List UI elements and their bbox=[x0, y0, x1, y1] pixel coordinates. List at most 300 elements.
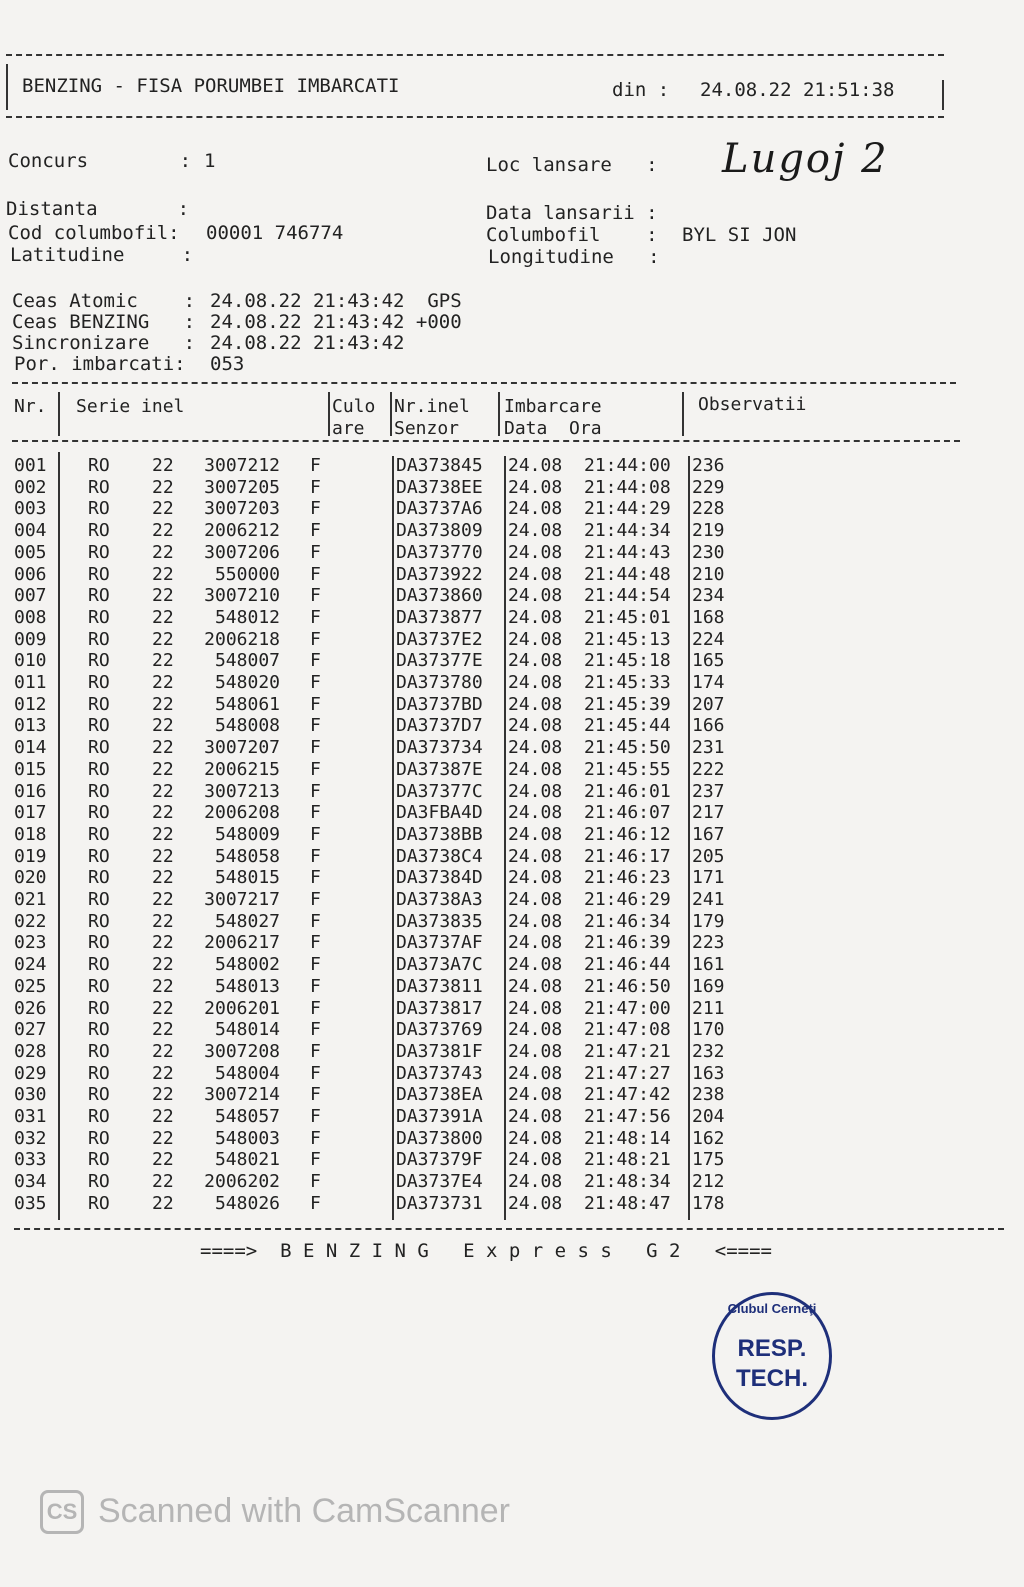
observation: 210 bbox=[692, 563, 725, 585]
boarding-date: 24.08 bbox=[508, 737, 563, 759]
boarding-time: 21:44:00 bbox=[584, 455, 671, 476]
ring-number: 2006201 bbox=[204, 997, 280, 1019]
pigeon-sex: F bbox=[310, 823, 321, 845]
row-number: 026 bbox=[14, 997, 47, 1019]
ring-number: 3007207 bbox=[204, 737, 280, 759]
ring-country: RO bbox=[88, 867, 110, 889]
boarding-time: 21:44:54 bbox=[584, 585, 671, 607]
stamp-line-1: RESP. bbox=[737, 1335, 807, 1362]
cod-columbofil-label: Cod columbofil: bbox=[8, 222, 180, 244]
ring-country: RO bbox=[88, 954, 110, 976]
pigeon-sex: F bbox=[310, 672, 321, 693]
table-row bbox=[0, 1149, 1024, 1171]
boarding-time: 21:47:21 bbox=[584, 1040, 671, 1062]
pigeon-sex: F bbox=[310, 585, 321, 607]
ring-number: 548013 bbox=[214, 975, 280, 997]
ring-country: RO bbox=[88, 780, 110, 802]
longitudine-label: Longitudine : bbox=[488, 246, 660, 268]
boarding-time: 21:46:23 bbox=[584, 867, 671, 889]
boarding-time: 21:48:14 bbox=[584, 1127, 671, 1149]
observation: 169 bbox=[692, 975, 725, 997]
pigeon-sex: F bbox=[310, 1040, 321, 1062]
stamp-line-2: TECH. bbox=[736, 1365, 808, 1392]
col-header-culoare-1: Culo bbox=[332, 396, 376, 417]
ring-number: 3007210 bbox=[204, 585, 280, 607]
ring-number: 2006202 bbox=[204, 1171, 280, 1193]
ring-country: RO bbox=[88, 997, 110, 1019]
pigeon-sex: F bbox=[310, 455, 321, 476]
row-number: 031 bbox=[14, 1106, 47, 1127]
row-number: 011 bbox=[14, 672, 47, 693]
ring-country: RO bbox=[88, 823, 110, 845]
row-number: 012 bbox=[14, 693, 47, 715]
ring-country: RO bbox=[88, 737, 110, 759]
ring-year: 22 bbox=[152, 1127, 174, 1149]
data-lansarii-label: Data lansarii : bbox=[486, 202, 658, 224]
ring-year: 22 bbox=[152, 758, 174, 780]
din-label: din : bbox=[612, 79, 670, 101]
table-row bbox=[0, 1193, 1024, 1215]
sensor-id: DA37377C bbox=[396, 780, 483, 802]
ring-number: 548015 bbox=[214, 867, 280, 889]
observation: 178 bbox=[692, 1192, 725, 1214]
ring-number: 548012 bbox=[214, 606, 280, 628]
row-number: 002 bbox=[14, 476, 47, 498]
boarding-date: 24.08 bbox=[508, 975, 563, 997]
sensor-id: DA373731 bbox=[396, 1192, 483, 1214]
ring-country: RO bbox=[88, 1192, 110, 1214]
pigeon-sex: F bbox=[310, 1171, 321, 1193]
ring-year: 22 bbox=[152, 455, 174, 476]
boarding-time: 21:46:50 bbox=[584, 975, 671, 997]
pigeon-sex: F bbox=[310, 780, 321, 802]
boarding-date: 24.08 bbox=[508, 780, 563, 802]
row-number: 016 bbox=[14, 780, 47, 802]
observation: 231 bbox=[692, 737, 725, 759]
boarding-date: 24.08 bbox=[508, 910, 563, 932]
row-number: 003 bbox=[14, 498, 47, 520]
ring-number: 548008 bbox=[214, 715, 280, 737]
boarding-date: 24.08 bbox=[508, 1127, 563, 1149]
header-bottom-rule bbox=[6, 116, 944, 118]
row-number: 006 bbox=[14, 563, 47, 585]
boarding-date: 24.08 bbox=[508, 997, 563, 1019]
header-right-border bbox=[942, 80, 944, 110]
ring-country: RO bbox=[88, 1171, 110, 1193]
ring-country: RO bbox=[88, 1084, 110, 1106]
boarding-date: 24.08 bbox=[508, 606, 563, 628]
boarding-time: 21:45:44 bbox=[584, 715, 671, 737]
observation: 223 bbox=[692, 932, 725, 954]
observation: 204 bbox=[692, 1106, 725, 1127]
ring-country: RO bbox=[88, 606, 110, 628]
boarding-date: 24.08 bbox=[508, 715, 563, 737]
table-row bbox=[0, 629, 1024, 651]
row-number: 033 bbox=[14, 1149, 47, 1171]
sensor-id: DA3738EE bbox=[396, 476, 483, 498]
ring-number: 3007206 bbox=[204, 541, 280, 563]
sensor-id: DA373835 bbox=[396, 910, 483, 932]
ring-year: 22 bbox=[152, 845, 174, 867]
table-row bbox=[0, 520, 1024, 542]
row-number: 035 bbox=[14, 1192, 47, 1214]
boarding-date: 24.08 bbox=[508, 650, 563, 672]
sincronizare-label: Sincronizare : bbox=[12, 332, 196, 354]
table-row bbox=[0, 715, 1024, 737]
observation: 211 bbox=[692, 997, 725, 1019]
pigeon-sex: F bbox=[310, 541, 321, 563]
sensor-id: DA373845 bbox=[396, 455, 483, 476]
ring-year: 22 bbox=[152, 1106, 174, 1127]
boarding-date: 24.08 bbox=[508, 758, 563, 780]
ring-year: 22 bbox=[152, 476, 174, 498]
ring-year: 22 bbox=[152, 1019, 174, 1041]
sensor-id: DA3737E4 bbox=[396, 1171, 483, 1193]
ring-year: 22 bbox=[152, 563, 174, 585]
header-col-divider bbox=[58, 392, 60, 436]
ring-country: RO bbox=[88, 802, 110, 824]
table-top-rule bbox=[12, 382, 956, 384]
boarding-date: 24.08 bbox=[508, 1062, 563, 1084]
sensor-id: DA373922 bbox=[396, 563, 483, 585]
table-row bbox=[0, 954, 1024, 976]
sensor-id: DA3FBA4D bbox=[396, 802, 483, 824]
row-number: 005 bbox=[14, 541, 47, 563]
sensor-id: DA373811 bbox=[396, 975, 483, 997]
table-row bbox=[0, 477, 1024, 499]
ring-country: RO bbox=[88, 520, 110, 542]
boarding-time: 21:45:33 bbox=[584, 672, 671, 693]
col-header-imbarcare-2: Data Ora bbox=[504, 418, 602, 439]
ring-number: 548009 bbox=[214, 823, 280, 845]
ring-number: 3007205 bbox=[204, 476, 280, 498]
row-number: 013 bbox=[14, 715, 47, 737]
sensor-id: DA3738A3 bbox=[396, 889, 483, 910]
pigeon-sex: F bbox=[310, 867, 321, 889]
table-row bbox=[0, 650, 1024, 672]
table-row bbox=[0, 498, 1024, 520]
boarding-time: 21:48:21 bbox=[584, 1149, 671, 1171]
observation: 166 bbox=[692, 715, 725, 737]
ring-country: RO bbox=[88, 563, 110, 585]
ring-country: RO bbox=[88, 975, 110, 997]
table-row bbox=[0, 824, 1024, 846]
boarding-date: 24.08 bbox=[508, 889, 563, 910]
boarding-time: 21:45:39 bbox=[584, 693, 671, 715]
ring-year: 22 bbox=[152, 498, 174, 520]
columbofil-value: BYL SI JON bbox=[682, 224, 797, 246]
pigeon-sex: F bbox=[310, 1062, 321, 1084]
por-imbarcati-label: Por. imbarcati: bbox=[14, 353, 186, 375]
observation: 165 bbox=[692, 650, 725, 672]
col-header-nr-inel-1: Nr.inel bbox=[394, 396, 470, 417]
ring-year: 22 bbox=[152, 997, 174, 1019]
row-number: 018 bbox=[14, 823, 47, 845]
sensor-id: DA37379F bbox=[396, 1149, 483, 1171]
ring-number: 3007212 bbox=[204, 455, 280, 476]
row-number: 027 bbox=[14, 1019, 47, 1041]
sensor-id: DA3737A6 bbox=[396, 498, 483, 520]
boarding-time: 21:45:01 bbox=[584, 606, 671, 628]
sensor-id: DA373769 bbox=[396, 1019, 483, 1041]
row-number: 023 bbox=[14, 932, 47, 954]
ring-year: 22 bbox=[152, 823, 174, 845]
sensor-id: DA3738C4 bbox=[396, 845, 483, 867]
boarding-time: 21:46:01 bbox=[584, 780, 671, 802]
pigeon-sex: F bbox=[310, 954, 321, 976]
boarding-time: 21:45:50 bbox=[584, 737, 671, 759]
row-number: 022 bbox=[14, 910, 47, 932]
loc-lansare-label: Loc lansare : bbox=[486, 154, 658, 176]
ceas-atomic-value: 24.08.22 21:43:42 GPS bbox=[210, 290, 462, 312]
ring-number: 3007203 bbox=[204, 498, 280, 520]
table-bottom-rule bbox=[14, 1228, 1004, 1230]
ring-country: RO bbox=[88, 845, 110, 867]
ring-year: 22 bbox=[152, 1149, 174, 1171]
header-left-border bbox=[6, 64, 8, 110]
header-top-rule bbox=[6, 54, 944, 56]
ring-year: 22 bbox=[152, 737, 174, 759]
observation: 232 bbox=[692, 1040, 725, 1062]
ring-year: 22 bbox=[152, 650, 174, 672]
table-row bbox=[0, 1019, 1024, 1041]
pigeon-sex: F bbox=[310, 1149, 321, 1171]
boarding-time: 21:46:17 bbox=[584, 845, 671, 867]
observation: 205 bbox=[692, 845, 725, 867]
row-number: 021 bbox=[14, 889, 47, 910]
sensor-id: DA37387E bbox=[396, 758, 483, 780]
sensor-id: DA3738BB bbox=[396, 823, 483, 845]
table-row bbox=[0, 932, 1024, 954]
ring-year: 22 bbox=[152, 715, 174, 737]
sensor-id: DA3737D7 bbox=[396, 715, 483, 737]
table-row bbox=[0, 1106, 1024, 1128]
ring-country: RO bbox=[88, 585, 110, 607]
camscanner-logo-icon: CS bbox=[40, 1490, 84, 1534]
boarding-date: 24.08 bbox=[508, 672, 563, 693]
boarding-date: 24.08 bbox=[508, 628, 563, 650]
ring-country: RO bbox=[88, 628, 110, 650]
pigeon-sex: F bbox=[310, 520, 321, 542]
boarding-date: 24.08 bbox=[508, 1106, 563, 1127]
columbofil-label: Columbofil : bbox=[486, 224, 658, 246]
header-col-divider bbox=[328, 392, 330, 436]
observation: 171 bbox=[692, 867, 725, 889]
ring-year: 22 bbox=[152, 1062, 174, 1084]
header-col-divider bbox=[498, 392, 500, 436]
row-number: 009 bbox=[14, 628, 47, 650]
ring-country: RO bbox=[88, 1127, 110, 1149]
ring-number: 2006215 bbox=[204, 758, 280, 780]
row-number: 017 bbox=[14, 802, 47, 824]
document-title: BENZING - FISA PORUMBEI IMBARCATI bbox=[22, 75, 400, 97]
observation: 170 bbox=[692, 1019, 725, 1041]
observation: 162 bbox=[692, 1127, 725, 1149]
pigeon-sex: F bbox=[310, 693, 321, 715]
table-row bbox=[0, 672, 1024, 694]
ring-number: 548020 bbox=[214, 672, 280, 693]
row-number: 029 bbox=[14, 1062, 47, 1084]
boarding-time: 21:46:34 bbox=[584, 910, 671, 932]
observation: 230 bbox=[692, 541, 725, 563]
ceas-benzing-value: 24.08.22 21:43:42 +000 bbox=[210, 311, 462, 333]
ring-country: RO bbox=[88, 650, 110, 672]
pigeon-sex: F bbox=[310, 1192, 321, 1214]
ring-country: RO bbox=[88, 476, 110, 498]
sincronizare-value: 24.08.22 21:43:42 bbox=[210, 332, 405, 354]
por-imbarcati-value: 053 bbox=[210, 353, 245, 375]
ring-year: 22 bbox=[152, 889, 174, 910]
boarding-time: 21:48:47 bbox=[584, 1192, 671, 1214]
table-row bbox=[0, 1084, 1024, 1106]
boarding-date: 24.08 bbox=[508, 1019, 563, 1041]
ring-number: 3007213 bbox=[204, 780, 280, 802]
ring-year: 22 bbox=[152, 606, 174, 628]
pigeon-sex: F bbox=[310, 1019, 321, 1041]
ring-number: 548027 bbox=[214, 910, 280, 932]
table-row bbox=[0, 1171, 1024, 1193]
ring-year: 22 bbox=[152, 693, 174, 715]
sensor-id: DA37377E bbox=[396, 650, 483, 672]
observation: 238 bbox=[692, 1084, 725, 1106]
boarding-date: 24.08 bbox=[508, 563, 563, 585]
sensor-id: DA3737BD bbox=[396, 693, 483, 715]
ring-country: RO bbox=[88, 1062, 110, 1084]
ring-year: 22 bbox=[152, 672, 174, 693]
sensor-id: DA373A7C bbox=[396, 954, 483, 976]
col-header-culoare-2: are bbox=[332, 418, 365, 439]
pigeon-sex: F bbox=[310, 476, 321, 498]
table-row bbox=[0, 889, 1024, 911]
col-header-observatii: Observatii bbox=[698, 394, 807, 415]
table-row bbox=[0, 564, 1024, 586]
pigeon-sex: F bbox=[310, 758, 321, 780]
col-header-nr-inel-2: Senzor bbox=[394, 418, 460, 439]
sensor-id: DA3738EA bbox=[396, 1084, 483, 1106]
concurs-label: Concurs : bbox=[8, 150, 192, 172]
ring-number: 548014 bbox=[214, 1019, 280, 1041]
ring-number: 548026 bbox=[214, 1192, 280, 1214]
table-row bbox=[0, 998, 1024, 1020]
ring-country: RO bbox=[88, 498, 110, 520]
loc-lansare-handwritten-value: Lugoj 2 bbox=[722, 136, 889, 182]
pigeon-sex: F bbox=[310, 650, 321, 672]
pigeon-sex: F bbox=[310, 715, 321, 737]
observation: 207 bbox=[692, 693, 725, 715]
pigeon-sex: F bbox=[310, 932, 321, 954]
ring-country: RO bbox=[88, 758, 110, 780]
pigeon-sex: F bbox=[310, 563, 321, 585]
pigeon-sex: F bbox=[310, 910, 321, 932]
boarding-date: 24.08 bbox=[508, 498, 563, 520]
observation: 179 bbox=[692, 910, 725, 932]
sensor-id: DA37391A bbox=[396, 1106, 483, 1127]
boarding-time: 21:47:56 bbox=[584, 1106, 671, 1127]
ring-year: 22 bbox=[152, 1192, 174, 1214]
pigeon-sex: F bbox=[310, 737, 321, 759]
boarding-date: 24.08 bbox=[508, 802, 563, 824]
observation: 168 bbox=[692, 606, 725, 628]
row-number: 019 bbox=[14, 845, 47, 867]
ring-number: 548057 bbox=[214, 1106, 280, 1127]
observation: 175 bbox=[692, 1149, 725, 1171]
row-number: 024 bbox=[14, 954, 47, 976]
ring-country: RO bbox=[88, 1106, 110, 1127]
ring-year: 22 bbox=[152, 932, 174, 954]
boarding-date: 24.08 bbox=[508, 823, 563, 845]
ring-number: 2006212 bbox=[204, 520, 280, 542]
ring-year: 22 bbox=[152, 975, 174, 997]
table-row bbox=[0, 867, 1024, 889]
table-row bbox=[0, 781, 1024, 803]
sensor-id: DA373877 bbox=[396, 606, 483, 628]
ring-number: 548003 bbox=[214, 1127, 280, 1149]
ring-year: 22 bbox=[152, 1084, 174, 1106]
ring-number: 3007217 bbox=[204, 889, 280, 910]
sensor-id: DA373770 bbox=[396, 541, 483, 563]
ring-country: RO bbox=[88, 693, 110, 715]
row-number: 001 bbox=[14, 455, 47, 476]
row-number: 028 bbox=[14, 1040, 47, 1062]
observation: 229 bbox=[692, 476, 725, 498]
ring-number: 548004 bbox=[214, 1062, 280, 1084]
boarding-date: 24.08 bbox=[508, 541, 563, 563]
benzing-footer: ====> B E N Z I N G E x p r e s s G 2 <==== bbox=[200, 1240, 772, 1262]
boarding-time: 21:47:08 bbox=[584, 1019, 671, 1041]
observation: 228 bbox=[692, 498, 725, 520]
row-number: 032 bbox=[14, 1127, 47, 1149]
row-number: 007 bbox=[14, 585, 47, 607]
sensor-id: DA373743 bbox=[396, 1062, 483, 1084]
sensor-id: DA373780 bbox=[396, 672, 483, 693]
ring-country: RO bbox=[88, 715, 110, 737]
ring-number: 548058 bbox=[214, 845, 280, 867]
observation: 236 bbox=[692, 455, 725, 476]
pigeon-sex: F bbox=[310, 975, 321, 997]
ceas-atomic-label: Ceas Atomic : bbox=[12, 290, 196, 312]
ring-year: 22 bbox=[152, 541, 174, 563]
pigeon-sex: F bbox=[310, 802, 321, 824]
ring-number: 2006208 bbox=[204, 802, 280, 824]
ring-number: 3007214 bbox=[204, 1084, 280, 1106]
table-row bbox=[0, 911, 1024, 933]
pigeon-sex: F bbox=[310, 1127, 321, 1149]
table-row bbox=[0, 759, 1024, 781]
boarding-time: 21:46:12 bbox=[584, 823, 671, 845]
stamp-arc-text: Clubul Cerneţi bbox=[727, 1301, 817, 1316]
boarding-date: 24.08 bbox=[508, 693, 563, 715]
row-number: 020 bbox=[14, 867, 47, 889]
ring-country: RO bbox=[88, 1040, 110, 1062]
row-number: 015 bbox=[14, 758, 47, 780]
latitudine-label: Latitudine : bbox=[10, 244, 194, 266]
ring-number: 550000 bbox=[214, 563, 280, 585]
sensor-id: DA373860 bbox=[396, 585, 483, 607]
ring-country: RO bbox=[88, 541, 110, 563]
table-row bbox=[0, 1041, 1024, 1063]
pigeon-sex: F bbox=[310, 1084, 321, 1106]
sensor-id: DA3737E2 bbox=[396, 628, 483, 650]
boarding-date: 24.08 bbox=[508, 476, 563, 498]
boarding-date: 24.08 bbox=[508, 1171, 563, 1193]
ring-year: 22 bbox=[152, 628, 174, 650]
ring-year: 22 bbox=[152, 954, 174, 976]
col-header-serie-inel: Serie inel bbox=[76, 396, 185, 417]
table-row bbox=[0, 455, 1024, 477]
ring-year: 22 bbox=[152, 780, 174, 802]
observation: 174 bbox=[692, 672, 725, 693]
boarding-time: 21:45:13 bbox=[584, 628, 671, 650]
